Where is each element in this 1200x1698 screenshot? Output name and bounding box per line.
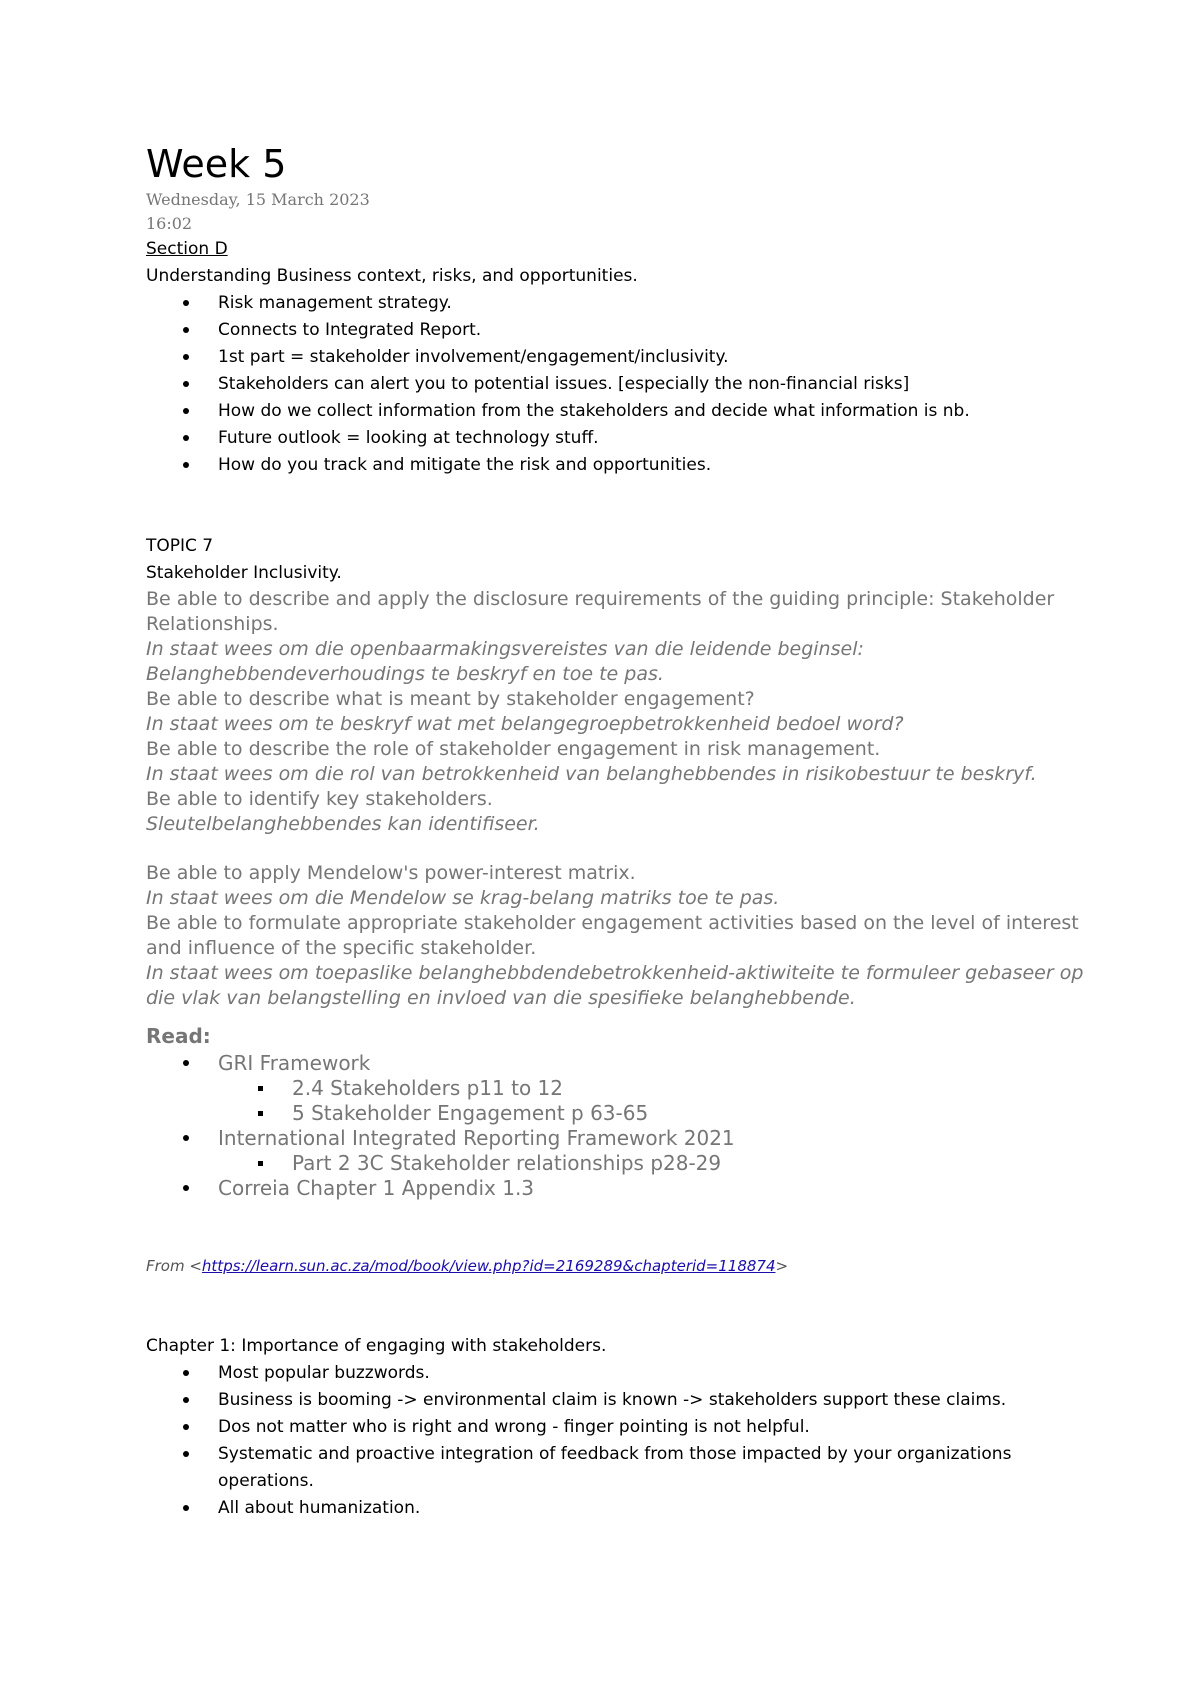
list-item-text: How do we collect information from the stakeholders and decide what information is nb. (218, 401, 970, 421)
read-item-text: 2.4 Stakeholders p11 to 12 (292, 1076, 563, 1100)
source-line (146, 1255, 1106, 1277)
list-item (146, 1360, 1106, 1387)
note-date: Wednesday, 15 March 2023 (146, 190, 370, 209)
list-item-text: Connects to Integrated Report. (218, 320, 482, 340)
read-item-text: Part 2 3C Stakeholder relationships p28-29 (292, 1151, 722, 1175)
square-bullet-icon (258, 1111, 263, 1116)
bullet-icon (183, 354, 189, 360)
list-item-text: 1st part = stakeholder involvement/engagement/inclusivity. (218, 347, 729, 367)
list-item-text: Dos not matter who is right and wrong - finger pointing is not helpful. (218, 1417, 810, 1437)
source-suffix: > (775, 1257, 789, 1275)
bullet-icon (183, 1451, 189, 1457)
topic-label: TOPIC 7 (146, 536, 214, 556)
list-item-text: How do you track and mitigate the risk and opportunities. (218, 455, 712, 475)
list-item-text: Business is booming -> environmental claim is known -> stakeholders support these claims. (218, 1390, 1007, 1410)
objectives-block-1 (146, 587, 1106, 837)
read-heading: Read: (146, 1024, 211, 1048)
bullet-icon (183, 1060, 189, 1066)
square-bullet-icon (258, 1086, 263, 1091)
bullet-icon (183, 327, 189, 333)
read-item (146, 1076, 1106, 1101)
read-item-text: Correia Chapter 1 Appendix 1.3 (218, 1176, 535, 1200)
list-item (146, 1495, 1106, 1522)
list-item (146, 398, 1106, 425)
bullet-icon (183, 1424, 189, 1430)
topic-title: Stakeholder Inclusivity. (146, 563, 342, 583)
list-item-text: All about humanization. (218, 1498, 421, 1518)
read-list (146, 1051, 1106, 1201)
list-item (146, 371, 1106, 398)
read-item-text: GRI Framework (218, 1051, 371, 1075)
list-item-text: Future outlook = looking at technology stuff. (218, 428, 599, 448)
bullet-icon (183, 381, 189, 387)
square-bullet-icon (258, 1161, 263, 1166)
objective-afrikaans: In staat wees om te beskryf wat met belangegroepbetrokkenheid bedoel word? (146, 713, 904, 735)
page-title: Week 5 (146, 142, 287, 186)
read-item-text: International Integrated Reporting Framework 2021 (218, 1126, 735, 1150)
objective-afrikaans: Sleutelbelanghebbendes kan identifiseer. (146, 813, 540, 835)
read-item (146, 1151, 1106, 1176)
note-page (146, 140, 1106, 1522)
list-item (146, 344, 1106, 371)
list-item (146, 290, 1106, 317)
objective-english: Be able to describe the role of stakeholder engagement in risk management. (146, 738, 881, 760)
list-item (146, 452, 1106, 479)
bullet-icon (183, 300, 189, 306)
list-item (146, 1414, 1106, 1441)
objective-english: Be able to apply Mendelow's power-interest matrix. (146, 862, 636, 884)
list-item-text: Risk management strategy. (218, 293, 452, 313)
source-prefix: From < (146, 1257, 202, 1275)
objective-english: Be able to identify key stakeholders. (146, 788, 493, 810)
read-item (146, 1051, 1106, 1076)
list-item-text: Stakeholders can alert you to potential issues. [especially the non-financial risks] (218, 374, 910, 394)
objective-afrikaans: In staat wees om die Mendelow se krag-belang matriks toe te pas. (146, 887, 780, 909)
list-item (146, 317, 1106, 344)
bullet-icon (183, 408, 189, 414)
bullet-icon (183, 1370, 189, 1376)
read-item (146, 1126, 1106, 1151)
objective-english: Be able to describe and apply the disclosure requirements of the guiding principle: Stakeholder Relationships. (146, 588, 1055, 635)
read-item (146, 1101, 1106, 1126)
bullet-icon (183, 1135, 189, 1141)
list-item-text: Most popular buzzwords. (218, 1363, 430, 1383)
objectives-block-2 (146, 861, 1106, 1011)
section-heading: Section D (146, 239, 228, 259)
list-item (146, 1387, 1106, 1414)
chapter-bullet-list (146, 1360, 1106, 1522)
section-bullet-list (146, 290, 1106, 479)
list-item (146, 1441, 1106, 1495)
objective-english: Be able to formulate appropriate stakeholder engagement activities based on the level of interest and influence of the specific stakeholder. (146, 912, 1079, 959)
read-item (146, 1176, 1106, 1201)
section-intro: Understanding Business context, risks, and opportunities. (146, 266, 638, 286)
chapter-heading: Chapter 1: Importance of engaging with stakeholders. (146, 1336, 607, 1356)
list-item (146, 425, 1106, 452)
objective-english: Be able to describe what is meant by stakeholder engagement? (146, 688, 755, 710)
objective-afrikaans: In staat wees om die rol van betrokkenheid van belanghebbendes in risikobestuur te beskryf. (146, 763, 1037, 785)
bullet-icon (183, 1505, 189, 1511)
read-item-text: 5 Stakeholder Engagement p 63-65 (292, 1101, 649, 1125)
bullet-icon (183, 1185, 189, 1191)
note-time: 16:02 (146, 214, 193, 233)
objective-afrikaans: In staat wees om toepaslike belanghebbdendebetrokkenheid-aktiwiteite te formuleer gebaseer op die vlak van belangstelling en invloed van die spesifieke belanghebbende. (146, 962, 1084, 1009)
objective-afrikaans: In staat wees om die openbaarmakingsvereistes van die leidende beginsel: Belanghebbendeverhoudings te beskryf en toe te pas. (146, 638, 864, 685)
list-item-text: Systematic and proactive integration of feedback from those impacted by your organizations operations. (218, 1444, 1012, 1491)
bullet-icon (183, 435, 189, 441)
bullet-icon (183, 462, 189, 468)
source-link[interactable]: https://learn.sun.ac.za/mod/book/view.php?id=2169289&chapterid=118874 (201, 1257, 776, 1275)
bullet-icon (183, 1397, 189, 1403)
